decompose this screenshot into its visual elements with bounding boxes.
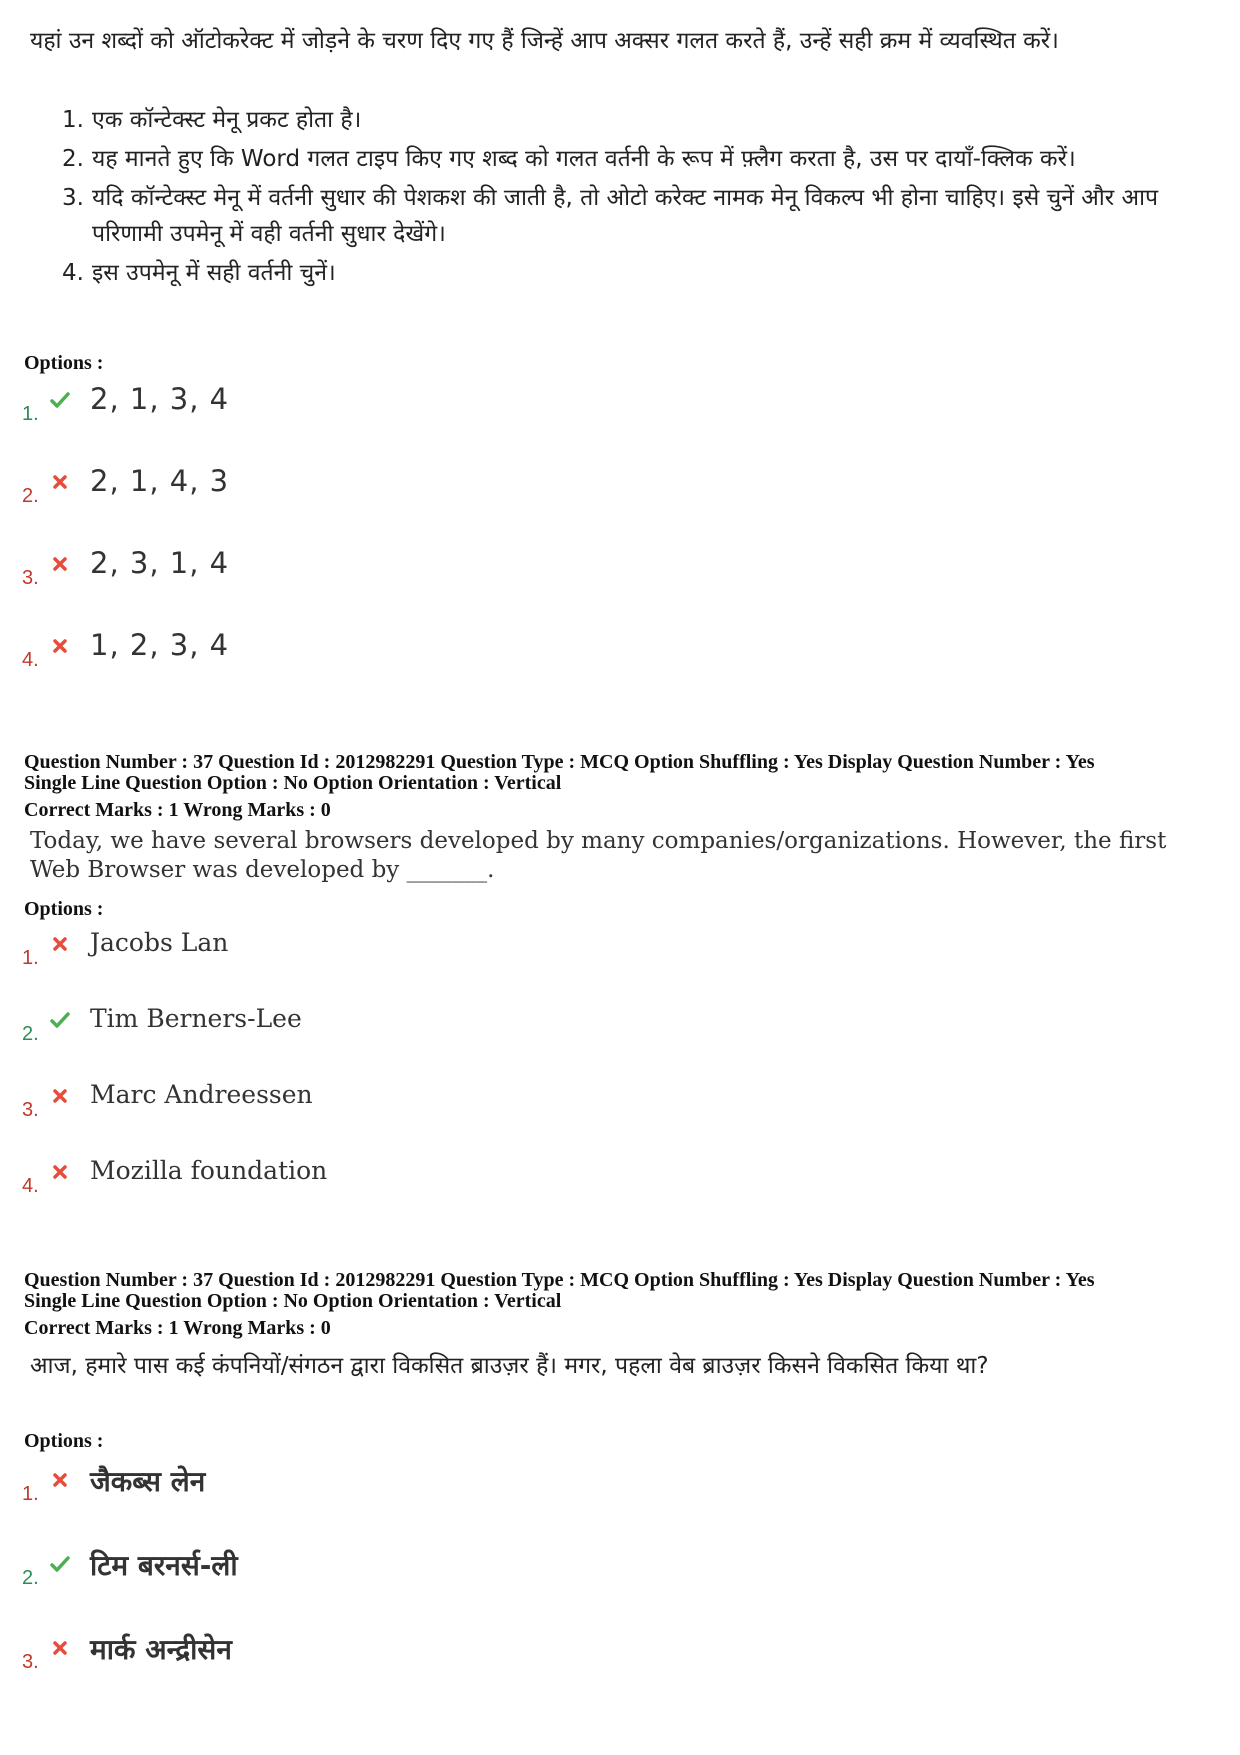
- option-number: 1.: [22, 1483, 39, 1505]
- option-1: [22, 1462, 722, 1506]
- cross-icon: [50, 1470, 70, 1490]
- option-number: 2.: [22, 485, 39, 507]
- options-label: Options :: [24, 352, 104, 374]
- options-label: Options :: [24, 898, 104, 920]
- cross-icon: [50, 1638, 70, 1658]
- option-text: Tim Berners-Lee: [90, 1004, 302, 1033]
- check-icon: [50, 390, 70, 410]
- step-item: 3. यदि कॉन्टेक्स्ट मेनू में वर्तनी सुधार की पेशकश की जाती है, तो ओटो करेक्ट नामक मेनू विकल्प भी होना चाहिए। इसे चुनें और आप परिणामी उपमेनू में वही वर्तनी सुधार देखेंगे।: [62, 185, 1159, 247]
- option-2: [22, 1002, 722, 1046]
- option-number: 3.: [22, 567, 39, 589]
- marks-info: Correct Marks : 1 Wrong Marks : 0: [24, 1317, 331, 1339]
- step-item: 4. इस उपमेनू में सही वर्तनी चुनें।: [62, 260, 336, 286]
- option-number: 3.: [22, 1651, 39, 1673]
- option-text: Mozilla foundation: [90, 1156, 328, 1185]
- option-text: Jacobs Lan: [90, 928, 229, 957]
- option-3: [22, 1078, 722, 1122]
- option-text: 2, 3, 1, 4: [90, 546, 230, 580]
- option-3: [22, 546, 722, 590]
- question-text-english: Today, we have several browsers developed by many companies/organizations. However, the first Web Browser was developed by _______.: [30, 828, 1167, 883]
- option-4: [22, 1154, 722, 1198]
- option-1: [22, 382, 722, 426]
- option-number: 1.: [22, 403, 39, 425]
- option-text: 1, 2, 3, 4: [90, 628, 230, 662]
- cross-icon: [50, 1162, 70, 1182]
- option-number: 4.: [22, 1175, 39, 1197]
- option-text: जैकब्स लेन: [90, 1465, 206, 1498]
- check-icon: [50, 1554, 70, 1574]
- question-meta-line-2: Single Line Question Option : No Option Orientation : Vertical: [24, 772, 562, 794]
- question-meta-line-1: Question Number : 37 Question Id : 2012982291 Question Type : MCQ Option Shuffling : Yes Display Question Number : Yes: [24, 1269, 1095, 1291]
- option-2: [22, 1546, 722, 1590]
- options-label: Options :: [24, 1430, 104, 1452]
- question-text-hindi-2: आज, हमारे पास कई कंपनियों/संगठन द्वारा विकसित ब्राउज़र हैं। मगर, पहला वेब ब्राउज़र किसने विकसित किया था?: [30, 1353, 989, 1379]
- check-icon: [50, 1010, 70, 1030]
- question-text-hindi-1: यहां उन शब्दों को ऑटोकरेक्ट में जोड़ने के चरण दिए गए हैं जिन्हें आप अक्सर गलत करते हैं, उन्हें सही क्रम में व्यवस्थित करें।: [30, 28, 1059, 54]
- option-number: 4.: [22, 649, 39, 671]
- option-number: 3.: [22, 1099, 39, 1121]
- step-item: 1. एक कॉन्टेक्स्ट मेनू प्रकट होता है।: [62, 107, 362, 133]
- option-2: [22, 464, 722, 508]
- option-text: मार्क अन्द्रीसेन: [90, 1633, 232, 1666]
- option-1: [22, 926, 722, 970]
- option-text: 2, 1, 4, 3: [90, 464, 230, 498]
- option-4: [22, 628, 722, 672]
- cross-icon: [50, 472, 70, 492]
- steps-list: [62, 102, 1222, 294]
- option-text: 2, 1, 3, 4: [90, 382, 230, 416]
- question-meta-line-2: Single Line Question Option : No Option Orientation : Vertical: [24, 1290, 562, 1312]
- option-text: टिम बरनर्स-ली: [90, 1549, 238, 1582]
- option-3: [22, 1630, 722, 1674]
- option-number: 2.: [22, 1567, 39, 1589]
- option-number: 2.: [22, 1023, 39, 1045]
- option-number: 1.: [22, 947, 39, 969]
- question-meta-line-1: Question Number : 37 Question Id : 2012982291 Question Type : MCQ Option Shuffling : Yes Display Question Number : Yes: [24, 751, 1095, 773]
- step-item: 2. यह मानते हुए कि Word गलत टाइप किए गए शब्द को गलत वर्तनी के रूप में फ़्लैग करता है, उस पर दायाँ-क्लिक करें।: [62, 146, 1076, 172]
- cross-icon: [50, 934, 70, 954]
- cross-icon: [50, 554, 70, 574]
- option-text: Marc Andreessen: [90, 1080, 313, 1109]
- marks-info: Correct Marks : 1 Wrong Marks : 0: [24, 799, 331, 821]
- cross-icon: [50, 1086, 70, 1106]
- cross-icon: [50, 636, 70, 656]
